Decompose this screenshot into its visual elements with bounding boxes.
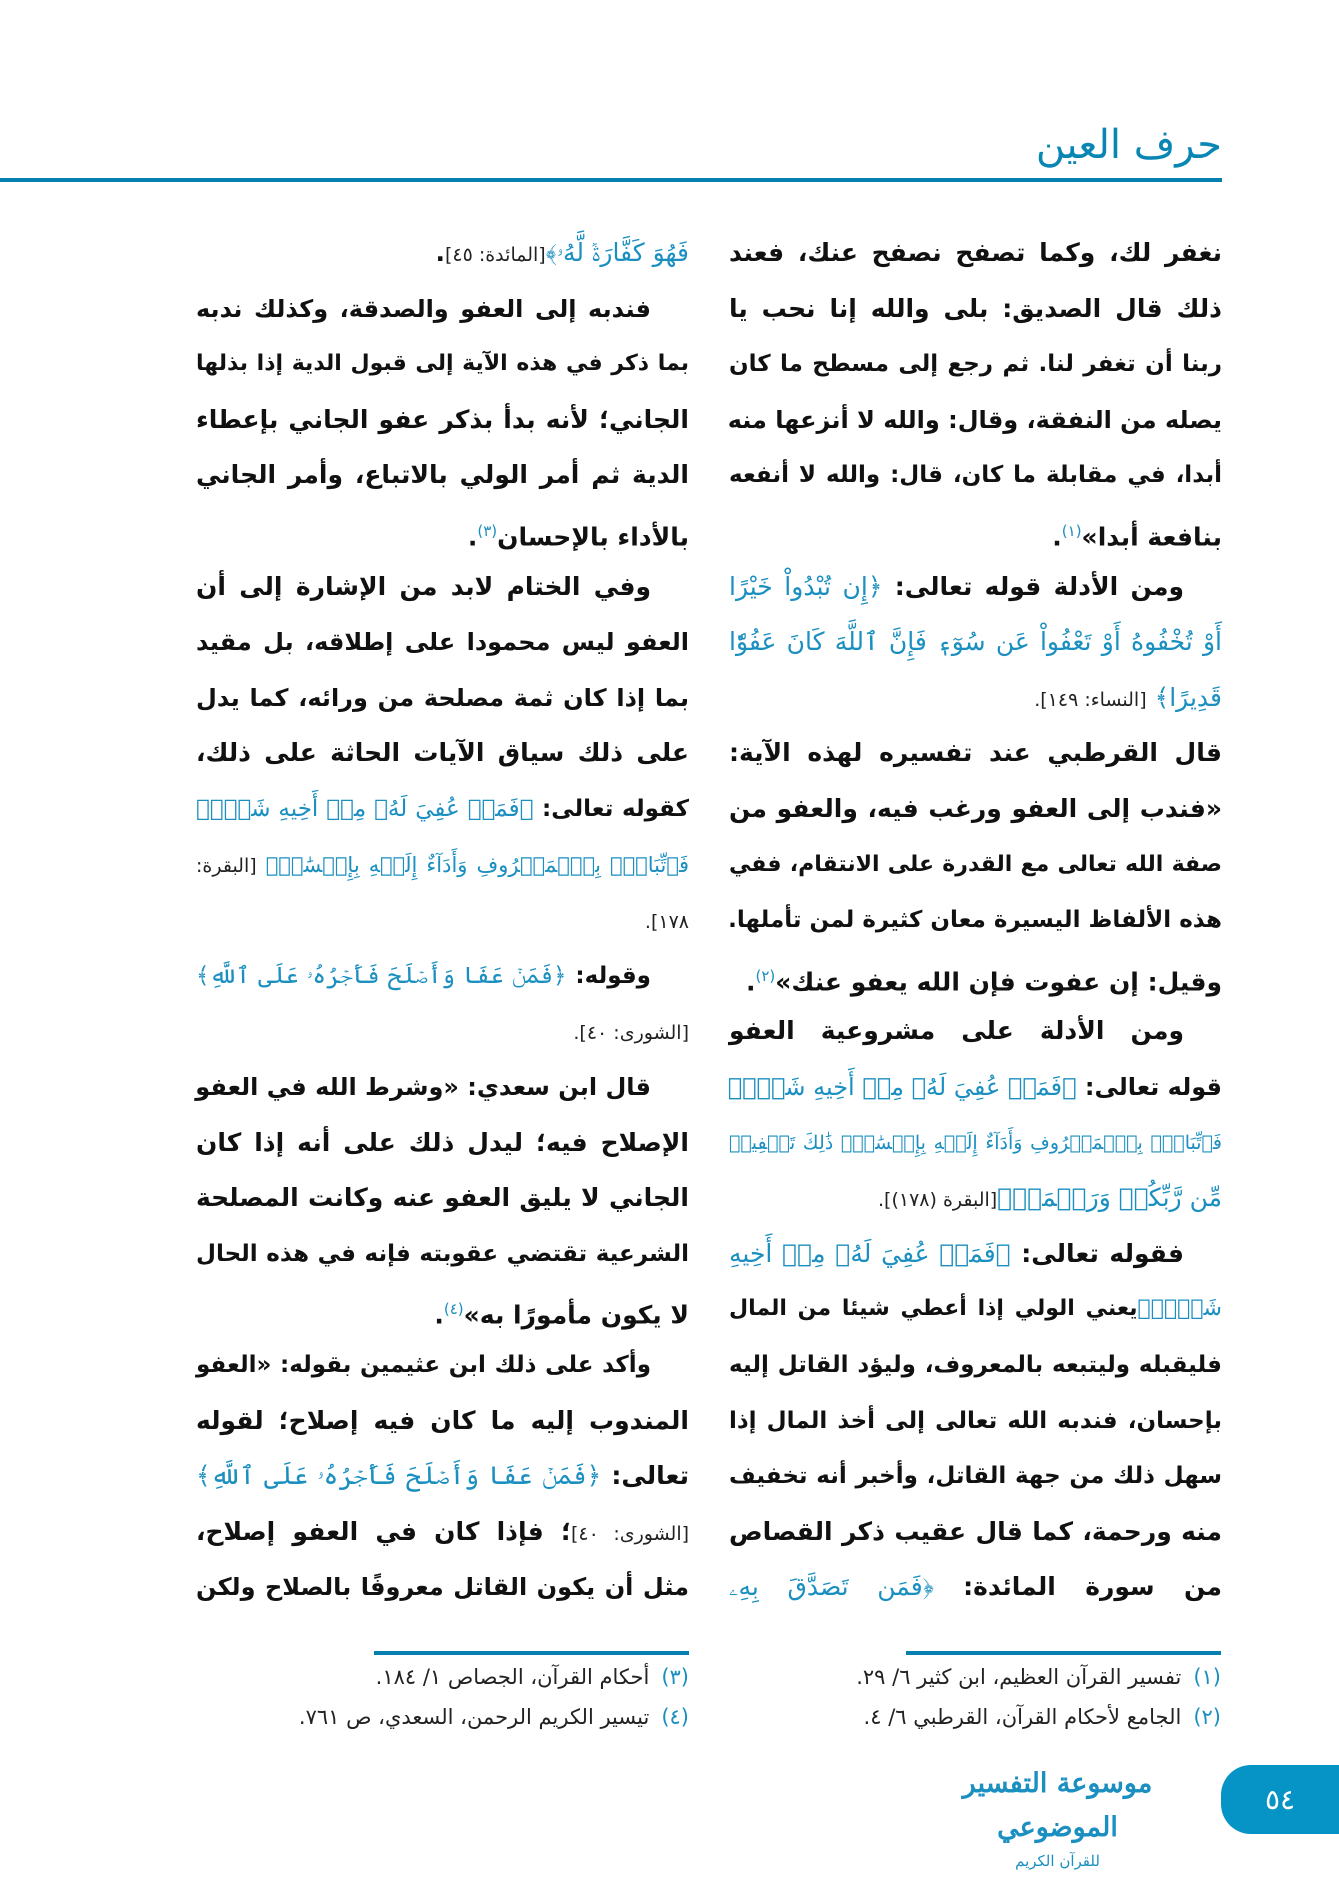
body-text: هذه الألفاظ اليسيرة معان كثيرة لمن تأملها.: [728, 907, 1222, 934]
body-text: بما إذا كان ثمة مصلحة من ورائه، كما يدل: [196, 683, 689, 712]
text-line: [196, 1060, 689, 1114]
body-text: بإحسان، فندبه الله تعالى إلى أخذ المال إذا: [729, 1407, 1222, 1434]
text-line: [196, 671, 689, 725]
text-line: [196, 1004, 689, 1058]
quran-verse: شَيۡءٞ﴾: [1137, 1296, 1222, 1322]
body-text: الجاني؛ لأنه بدأ بذكر عفو الجاني بإعطاء: [196, 404, 689, 434]
text-line: [196, 337, 689, 391]
quran-verse: ﴿إِن تُبْدُواْ خَيْرًا: [729, 571, 883, 601]
body-text: فليقبله وليتبعه بالمعروف، وليؤد القاتل إليه: [729, 1352, 1222, 1378]
body-text: من سورة المائدة:: [933, 1572, 1222, 1602]
body-text: .: [435, 238, 445, 267]
text-line: [196, 1560, 689, 1614]
text-line: [729, 1227, 1222, 1281]
quran-verse: فَهُوَ كَفَّارَةٞ لَّهُۥ﴾: [545, 238, 689, 267]
body-text: وقيل: إن عفوت فإن الله يعفو عنك»: [775, 967, 1222, 997]
text-line: [729, 1282, 1222, 1336]
text-line: [729, 282, 1222, 336]
text-line: [196, 1505, 689, 1559]
body-text: ربنا أن تغفر لنا. ثم رجع إلى مسطح ما كان: [729, 351, 1222, 378]
quran-verse: ﴿فَمَنۡ عُفِيَ لَهُۥ مِنۡ أَخِيهِ: [729, 1238, 1011, 1268]
text-line: [196, 448, 689, 502]
header-divider: [0, 178, 1222, 182]
footnote-text: أحكام القرآن، الجصاص ١/ ١٨٤.: [375, 1665, 650, 1689]
body-text: سهل ذلك من جهة القاتل، وأخبر أنه تخفيف: [729, 1463, 1222, 1490]
text-line: [729, 671, 1222, 725]
page-number-badge: ٥٤: [1221, 1765, 1339, 1834]
text-line: [729, 838, 1222, 892]
body-text: مثل أن يكون القاتل معروفًا بالصلاح ولكن: [196, 1573, 689, 1602]
footnote-text: تيسير الكريم الرحمن، السعدي، ص ٧٦١.: [298, 1705, 650, 1729]
text-line: [196, 282, 689, 336]
body-text: بالأداء بالإحسان: [497, 522, 689, 552]
text-line: [196, 560, 689, 614]
body-text: على ذلك سياق الآيات الحاثة على ذلك،: [196, 738, 689, 768]
body-text: بنافعة أبدا»: [1081, 522, 1222, 552]
text-line: [729, 1116, 1222, 1170]
body-text: قال القرطبي عند تفسيره لهذه الآية:: [729, 738, 1222, 768]
text-line: [729, 1338, 1222, 1392]
footnote-marker: (١): [1061, 522, 1082, 540]
footnote-marker: (٢): [755, 966, 776, 985]
verse-reference: ١٧٨].: [644, 911, 689, 934]
text-line: [196, 226, 689, 280]
logo-subtitle: للقرآن الكريم: [1015, 1852, 1100, 1870]
text-line: [196, 1449, 689, 1503]
text-line: [729, 782, 1222, 836]
body-text: ذلك قال الصديق: بلى والله إنا نحب يا: [729, 293, 1222, 323]
text-line: [729, 448, 1222, 502]
body-text: .: [1052, 522, 1062, 552]
footnote-1: [856, 1665, 1221, 1689]
body-text: «فندب إلى العفو ورغب فيه، والعفو من: [729, 794, 1222, 823]
body-text: تعالى:: [601, 1461, 689, 1491]
quran-verse: فَٱتِّبَاعُۢ بِٱلۡمَعۡرُوفِ وَأَدَآءٌ إِلَيۡهِ بِإِحۡسَٰنٖۗ ذَٰلِكَ تَخۡفِيفٞ: [729, 1131, 1222, 1154]
verse-reference: [البقرة (١٧٨)].: [878, 1189, 998, 1212]
text-line: [729, 226, 1222, 280]
text-line: [729, 560, 1222, 614]
body-text: ؛ فإذا كان في العفو إصلاح،: [196, 1516, 571, 1546]
text-line: [729, 1004, 1222, 1058]
body-text: وقوله:: [566, 962, 651, 989]
text-line: [196, 1282, 689, 1336]
body-text: ومن الأدلة قوله تعالى:: [882, 571, 1184, 601]
body-text: كقوله تعالى:: [533, 796, 689, 822]
quran-verse: قَدِيرًا﴾: [1146, 682, 1222, 712]
text-line: [196, 893, 689, 947]
text-line: [729, 1171, 1222, 1225]
footnote-number: (٤): [661, 1705, 689, 1729]
verse-reference: [الشورى: ٤٠]: [570, 1522, 690, 1545]
text-line: [729, 1505, 1222, 1559]
body-text: الجاني لا يليق العفو عنه وكانت المصلحة: [196, 1183, 689, 1213]
quran-verse: فَٱتِّبَاعُۢ بِٱلۡمَعۡرُوفِ وَأَدَآءٌ إِلَيۡهِ بِإِحۡسَٰنٖ﴾: [256, 852, 689, 877]
body-text: نغفر لك، وكما تصفح نصفح عنك، فعند: [729, 238, 1222, 267]
quran-verse: ﴿فَمَن تَصَدَّقَ بِهِۦ: [729, 1572, 934, 1602]
verse-reference: [البقرة:: [196, 854, 257, 877]
footnote-marker: (٤): [443, 1300, 464, 1319]
footnote-divider-right: [906, 1651, 1221, 1655]
body-text: العفو ليس محمودا على إطلاقه، بل مقيد: [196, 628, 689, 657]
text-line: [729, 337, 1222, 391]
text-line: [196, 1116, 689, 1170]
body-text: المندوب إليه ما كان فيه إصلاح؛ لقوله: [196, 1405, 689, 1435]
chapter-title: حرف العين: [1035, 122, 1222, 168]
text-line: [729, 1060, 1222, 1114]
footnote-2: [864, 1705, 1221, 1729]
verse-reference: [الشورى: ٤٠].: [573, 1022, 689, 1045]
body-text: وأكد على ذلك ابن عثيمين بقوله: «العفو: [196, 1352, 651, 1378]
body-text: قال ابن سعدي: «وشرط الله في العفو: [195, 1073, 651, 1101]
body-text: يعني الولي إذا أعطي شيئا من المال: [729, 1296, 1138, 1322]
body-text: لا يكون مأمورًا به»: [463, 1300, 689, 1330]
body-text: .: [434, 1300, 444, 1330]
text-line: [196, 615, 689, 669]
footnote-marker: (٣): [477, 522, 498, 540]
body-text: قوله تعالى:: [1076, 1073, 1222, 1101]
verse-reference: [النساء: ١٤٩].: [1034, 688, 1147, 711]
body-text: .: [746, 967, 756, 997]
text-line: [729, 893, 1222, 947]
quran-verse: ﴿فَمَنۡ عَفَا وَأَصۡلَحَ فَأَجۡرُهُۥ عَلَى ٱللَّهِ﴾: [196, 962, 567, 989]
footnote-text: الجامع لأحكام القرآن، القرطبي ٦/ ٤.: [863, 1705, 1182, 1729]
logo-title: موسوعة التفسير الموضوعي: [962, 1768, 1153, 1843]
body-text: بما ذكر في هذه الآية إلى قبول الدية إذا بذلها: [196, 351, 689, 377]
body-text: أبدا، في مقابلة ما كان، قال: والله لا أنفعه: [729, 462, 1222, 489]
text-line: [196, 1394, 689, 1448]
text-line: [729, 1449, 1222, 1503]
text-line: [196, 1338, 689, 1392]
footnote-3: [376, 1665, 689, 1689]
text-line: [196, 726, 689, 780]
encyclopedia-logo: [934, 1762, 1181, 1870]
text-line: [729, 393, 1222, 447]
text-line: [729, 726, 1222, 780]
body-text: الدية ثم أمر الولي بالاتباع، وأمر الجاني: [196, 460, 689, 490]
quran-verse: أَوْ تُخْفُوهُ أَوْ تَعْفُواْ عَن سُوٓءٖ فَإِنَّ ٱللَّهَ كَانَ عَفُوّٗا: [729, 627, 1222, 657]
body-text: وفي الختام لابد من الإشارة إلى أن: [196, 571, 651, 601]
text-line: [196, 504, 689, 558]
body-text: صفة الله تعالى مع القدرة على الانتقام، ففي: [729, 851, 1222, 877]
footnote-divider-left: [374, 1651, 689, 1655]
text-line: [729, 1560, 1222, 1614]
footnote-text: تفسير القرآن العظيم، ابن كثير ٦/ ٢٩.: [856, 1665, 1182, 1689]
text-line: [196, 1227, 689, 1281]
text-line: [196, 393, 689, 447]
text-line: [729, 615, 1222, 669]
body-text: فقوله تعالى:: [1010, 1238, 1184, 1268]
body-text: .: [467, 522, 478, 552]
quran-verse: ﴿فَمَنۡ عُفِيَ لَهُۥ مِنۡ أَخِيهِ شَيۡءٞ: [196, 796, 534, 822]
body-text: فندبه إلى العفو والصدقة، وكذلك ندبه: [196, 294, 651, 323]
body-text: منه ورحمة، كما قال عقيب ذكر القصاص: [729, 1516, 1222, 1546]
text-line: [729, 1394, 1222, 1448]
text-line: [196, 1171, 689, 1225]
verse-reference: [المائدة: ٤٥]: [444, 244, 546, 266]
body-text: يصله من النفقة، وقال: والله لا أنزعها منه: [727, 405, 1222, 434]
text-line: [196, 949, 689, 1003]
body-text: ومن الأدلة على مشروعية العفو: [729, 1016, 1184, 1046]
text-line: [196, 838, 689, 892]
footnote-number: (٢): [1193, 1705, 1221, 1729]
text-line: [729, 504, 1222, 558]
body-text: الإصلاح فيه؛ ليدل ذلك على أنه إذا كان: [196, 1127, 689, 1157]
footnote-number: (٣): [661, 1665, 689, 1689]
text-line: [196, 782, 689, 836]
footnote-number: (١): [1193, 1665, 1221, 1689]
quran-verse: مِّن رَّبِّكُمۡ وَرَحۡمَةٞ﴾: [997, 1183, 1222, 1213]
quran-verse: ﴿فَمَنۡ عُفِيَ لَهُۥ مِنۡ أَخِيهِ شَيۡءٞ: [727, 1073, 1077, 1101]
footnote-4: [299, 1705, 689, 1729]
body-text: الشرعية تقتضي عقوبته فإنه في هذه الحال: [196, 1240, 689, 1267]
text-line: [729, 949, 1222, 1003]
quran-verse: ﴿فَمَنۡ عَفَا وَأَصۡلَحَ فَأَجۡرُهُۥ عَلَى ٱللَّهِ﴾: [196, 1461, 602, 1491]
